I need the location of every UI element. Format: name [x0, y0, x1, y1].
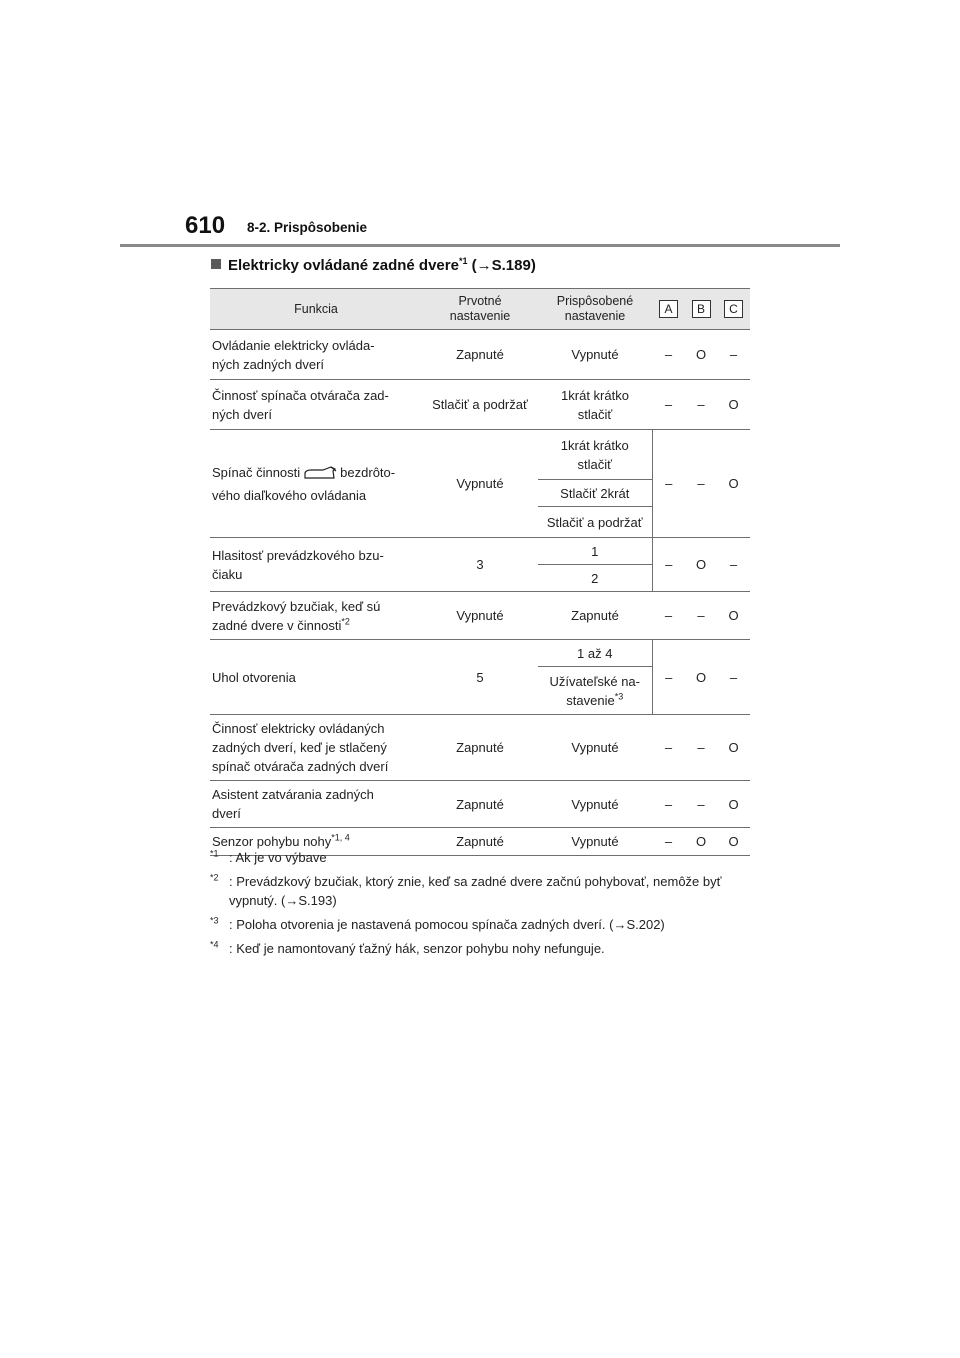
custom-text: Užívateľské na- [549, 673, 640, 689]
cell-a: – [652, 781, 685, 828]
table-row [210, 430, 750, 480]
header-custom-line2: nastavenie [564, 309, 626, 323]
custom-text: stlačiť [577, 406, 613, 422]
default-cell: Stlačiť a podržať [422, 380, 538, 430]
cell-c: O [717, 715, 750, 781]
func-text: ných dverí [212, 406, 272, 422]
cell-c: O [717, 828, 750, 856]
table-row [210, 330, 750, 380]
func-cell [210, 430, 422, 538]
func-cell [210, 330, 422, 380]
custom-cell: Zapnuté [538, 592, 652, 640]
table-row [210, 640, 750, 667]
section-page-ref: (→S.189) [467, 257, 536, 274]
cell-b: – [685, 380, 717, 430]
default-cell: 3 [422, 538, 538, 592]
footnote-mark: *1 [210, 848, 219, 859]
func-text: Asistent zatvárania zadných [212, 787, 374, 802]
custom-text: 1krát krátko [560, 437, 629, 453]
footnote-text: : Keď je namontovaný ťažný hák, senzor pohybu nohy nefunguje. [229, 941, 605, 956]
cell-a: – [652, 715, 685, 781]
func-cell [210, 538, 422, 592]
section-title-text: Elektricky ovládané zadné dvere [228, 257, 459, 274]
section-title [211, 257, 536, 274]
footnote [210, 872, 755, 910]
func-text: Spínač činnosti [212, 464, 301, 480]
cell-a: – [652, 828, 685, 856]
custom-cell [538, 430, 652, 480]
header-custom [538, 289, 652, 330]
header-default-line1: Prvotné [458, 294, 502, 308]
letter-box-c: C [724, 300, 743, 318]
footnote-mark: *4 [210, 939, 219, 950]
chapter-title: 8-2. Prispôsobenie [247, 220, 368, 235]
custom-cell: 2 [538, 565, 652, 592]
func-cell [210, 592, 422, 640]
cell-c: O [717, 592, 750, 640]
cell-a: – [652, 640, 685, 715]
customization-table [210, 288, 750, 856]
func-text: bezdrôto- [340, 464, 396, 480]
footnote [210, 915, 755, 934]
cell-c: O [717, 781, 750, 828]
func-text: Prevádzkový bzučiak, keď sú [212, 598, 381, 614]
table-header-row [210, 289, 750, 330]
cell-b: O [685, 640, 717, 715]
footnote [210, 939, 755, 958]
footnote-text: : Prevádzkový bzučiak, ktorý znie, keď sa zadné dvere začnú pohybovať, nemôže byť vypnutý. (→S.193) [229, 874, 722, 908]
footnote-mark: *2 [341, 616, 350, 627]
default-cell: Vypnuté [422, 592, 538, 640]
table-row [210, 538, 750, 565]
cell-b: – [685, 715, 717, 781]
func-text: Hlasitosť prevádzkového bzu- [212, 547, 384, 563]
footnotes [210, 848, 755, 963]
page-number: 610 [185, 212, 226, 239]
table-row [210, 592, 750, 640]
custom-cell: Vypnuté [538, 330, 652, 380]
footnote-mark: *2 [210, 872, 219, 883]
cell-c: O [717, 430, 750, 538]
letter-box-a: A [659, 300, 678, 318]
cell-b: O [685, 538, 717, 592]
default-cell: Zapnuté [422, 781, 538, 828]
custom-text: stlačiť [577, 456, 612, 472]
cell-b: – [685, 781, 717, 828]
header-default-line2: nastavenie [449, 309, 511, 323]
header-a [652, 289, 685, 330]
footnote-mark: *3 [210, 915, 219, 926]
func-text: Činnosť elektricky ovládaných [212, 721, 385, 736]
func-cell [210, 380, 422, 430]
header-b [685, 289, 717, 330]
func-text: dverí [212, 806, 241, 821]
cell-a: – [652, 430, 685, 538]
square-bullet-icon [211, 259, 221, 269]
header-c [717, 289, 750, 330]
cell-a: – [652, 592, 685, 640]
header-function: Funkcia [210, 289, 422, 330]
custom-text: 1krát krátko [561, 387, 629, 403]
custom-cell: 1 až 4 [538, 640, 652, 667]
func-text: vého diaľkového ovládania [212, 487, 367, 503]
custom-cell: 1 [538, 538, 652, 565]
cell-b: – [685, 592, 717, 640]
footnote-mark: *3 [614, 691, 624, 702]
func-text: Ovládanie elektricky ovláda- [212, 337, 375, 353]
cell-b: – [685, 430, 717, 538]
table-row [210, 715, 750, 781]
custom-cell: Vypnuté [538, 715, 652, 781]
custom-cell: Stlačiť a podržať [538, 507, 652, 538]
header-default [422, 289, 538, 330]
custom-cell [538, 667, 652, 715]
footnote [210, 848, 755, 867]
custom-text: stavenie [566, 692, 615, 708]
cell-c: – [717, 538, 750, 592]
func-cell [210, 715, 422, 781]
table-row [210, 380, 750, 430]
header-divider [120, 244, 840, 247]
func-text: zadné dvere v činnosti [212, 617, 342, 633]
func-text: ných zadných dverí [212, 356, 325, 372]
func-cell: Uhol otvorenia [210, 640, 422, 715]
cell-a: – [652, 380, 685, 430]
default-cell: 5 [422, 640, 538, 715]
tailgate-remote-icon [303, 465, 337, 486]
cell-c: O [717, 380, 750, 430]
cell-a: – [652, 538, 685, 592]
cell-b: O [685, 828, 717, 856]
default-cell: Vypnuté [422, 430, 538, 538]
cell-b: O [685, 330, 717, 380]
header-custom-line1: Prispôsobené [556, 294, 634, 308]
cell-c: – [717, 330, 750, 380]
footnote-mark: *1, 4 [331, 832, 350, 843]
cell-c: – [717, 640, 750, 715]
default-cell: Zapnuté [422, 330, 538, 380]
func-text: Senzor pohybu nohy [212, 834, 332, 849]
custom-cell [538, 380, 652, 430]
func-text: zadných dverí, keď je stlačený [212, 740, 387, 755]
cell-a: – [652, 330, 685, 380]
footnote-text: : Ak je vo výbave [229, 850, 327, 865]
custom-cell: Stlačiť 2krát [538, 480, 652, 507]
default-cell: Zapnuté [422, 828, 538, 856]
section-footnote-mark: *1 [458, 256, 468, 266]
letter-box-b: B [692, 300, 711, 318]
footnote-text: : Poloha otvorenia je nastavená pomocou spínača zadných dverí. (→S.202) [229, 917, 665, 932]
func-cell [210, 781, 422, 828]
table-row [210, 781, 750, 828]
custom-cell: Vypnuté [538, 781, 652, 828]
default-cell: Zapnuté [422, 715, 538, 781]
func-text: čiaku [212, 566, 243, 582]
func-text: spínač otvárača zadných dverí [212, 759, 389, 774]
func-text: Činnosť spínača otvárača zad- [212, 387, 389, 403]
custom-cell: Vypnuté [538, 828, 652, 856]
